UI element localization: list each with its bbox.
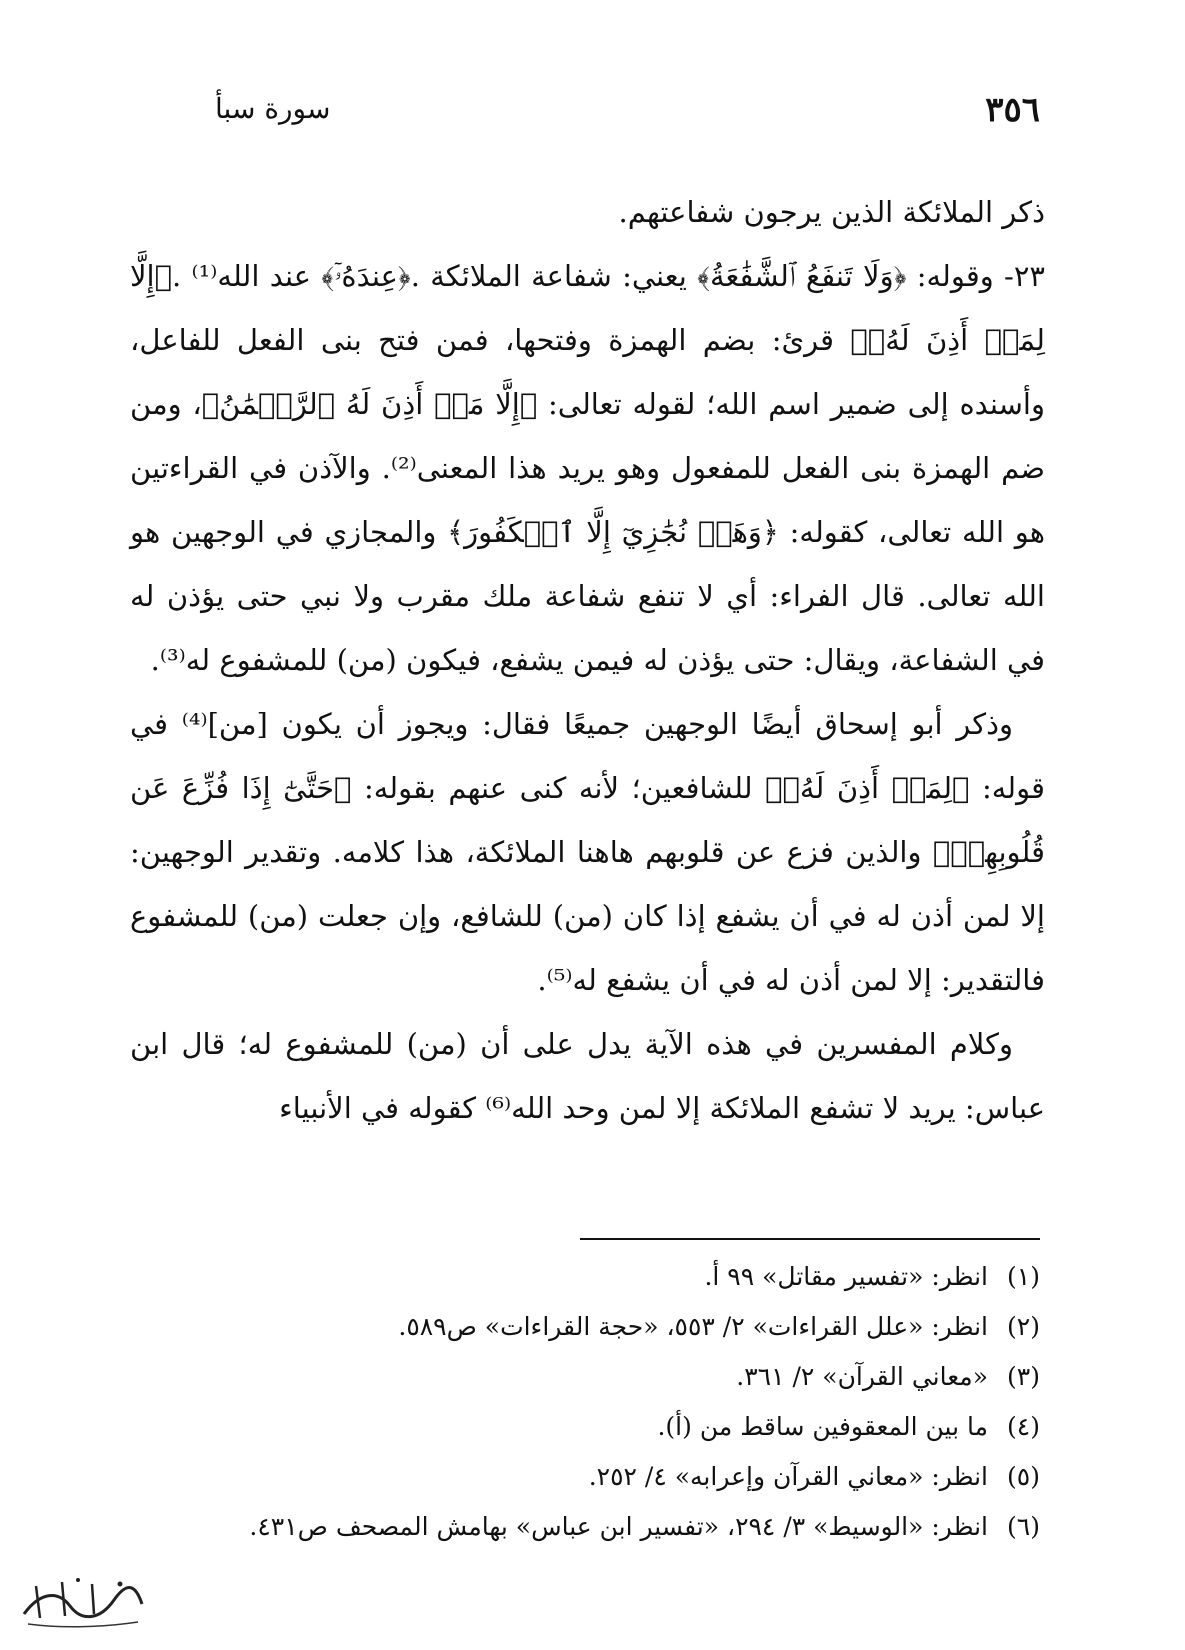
footnote-2: [190, 1302, 1040, 1352]
paragraph-1: ذكر الملائكة الذين يرجون شفاعتهم.: [618, 195, 1045, 229]
footnote-4: [190, 1402, 1040, 1452]
paragraph-3: وذكر أبو إسحاق أيضًا الوجهين جميعًا فقال: ويجوز أن يكون [من]⁽⁴⁾ في قوله: ﴿لِمَنۡ أَذِنَ لَهُۥ﴾ للشافعين؛ لأنه كنى عنهم بقوله: ﴿حَتَّىٰٓ إِذَا فُزِّعَ عَن قُلُوبِهِمۡ﴾ والذين فزع عن قلوبهم هاهنا الملائكة، هذا كلامه. وتقدير الوجهين: إلا لمن أذن له في أن يشفع إذا كان (من) للشافع، وإن جعلت (من) للمشفوع فالتقدير: إلا لمن أذن له في أن يشفع له⁽⁵⁾.: [130, 707, 1045, 997]
footnote-number: (٦): [1007, 1512, 1040, 1541]
footnotes: [190, 1252, 1040, 1552]
footnote-text: ما بين المعقوفين ساقط من (أ).: [657, 1412, 988, 1441]
main-text: [130, 180, 1045, 1140]
footnote-text: انظر: «معاني القرآن وإعرابه» ٤/ ٢٥٢.: [588, 1462, 988, 1491]
page-number: ٣٥٦: [985, 90, 1040, 130]
paragraph-4: وكلام المفسرين في هذه الآية يدل على أن (من) للمشفوع له؛ قال ابن عباس: يريد لا تشفع الملائكة إلا لمن وحد الله⁽⁶⁾ كقوله في الأنبياء: [130, 1027, 1045, 1125]
footnote-1: [190, 1252, 1040, 1302]
footnote-text: «معاني القرآن» ٢/ ٣٦١.: [736, 1362, 988, 1391]
footnote-5: [190, 1452, 1040, 1502]
footnote-text: انظر: «علل القراءات» ٢/ ٥٥٣، «حجة القراءات» ص٥٨٩.: [398, 1312, 988, 1341]
paragraph-2: ٢٣- وقوله: ﴿وَلَا تَنفَعُ ٱلشَّفَٰعَةُ﴾ يعني: شفاعة الملائكة .﴿عِندَهُۥٓ﴾ عند الله⁽¹⁾ .﴿إِلَّا لِمَنۡ أَذِنَ لَهُۥ﴾ قرئ: بضم الهمزة وفتحها، فمن فتح بنى الفعل للفاعل، وأسنده إلى ضمير اسم الله؛ لقوله تعالى: ﴿إِلَّا مَنۡ أَذِنَ لَهُ ٱلرَّحۡمَٰنُ﴾، ومن ضم الهمزة بنى الفعل للمفعول وهو يريد هذا المعنى⁽²⁾. والآذن في القراءتين هو الله تعالى، كقوله: ﴿وَهَلۡ نُجَٰزِيٓ إِلَّا ٱلۡكَفُورَ﴾ والمجازي في الوجهين هو الله تعالى. قال الفراء: أي لا تنفع شفاعة ملك مقرب ولا نبي حتى يؤذن له في الشفاعة، ويقال: حتى يؤذن له فيمن يشفع، فيكون (من) للمشفوع له⁽³⁾.: [130, 259, 1046, 677]
footnote-number: (٣): [1007, 1362, 1040, 1391]
footnote-number: (٤): [1007, 1412, 1040, 1441]
footnote-text: انظر: «تفسير مقاتل» ٩٩ أ.: [704, 1262, 988, 1291]
footnote-6: [190, 1502, 1040, 1552]
footnote-3: [190, 1352, 1040, 1402]
footnote-number: (٢): [1007, 1312, 1040, 1341]
footnote-number: (١): [1007, 1262, 1040, 1291]
footnote-text: انظر: «الوسيط» ٣/ ٢٩٤، «تفسير ابن عباس» بهامش المصحف ص٤٣١.: [249, 1512, 988, 1541]
surah-title: سورة سبأ: [215, 92, 331, 125]
calligraphy-logo-icon: [18, 1570, 148, 1632]
page-header: [215, 86, 1040, 136]
footnote-divider: [580, 1238, 1040, 1240]
footnote-number: (٥): [1007, 1462, 1040, 1491]
